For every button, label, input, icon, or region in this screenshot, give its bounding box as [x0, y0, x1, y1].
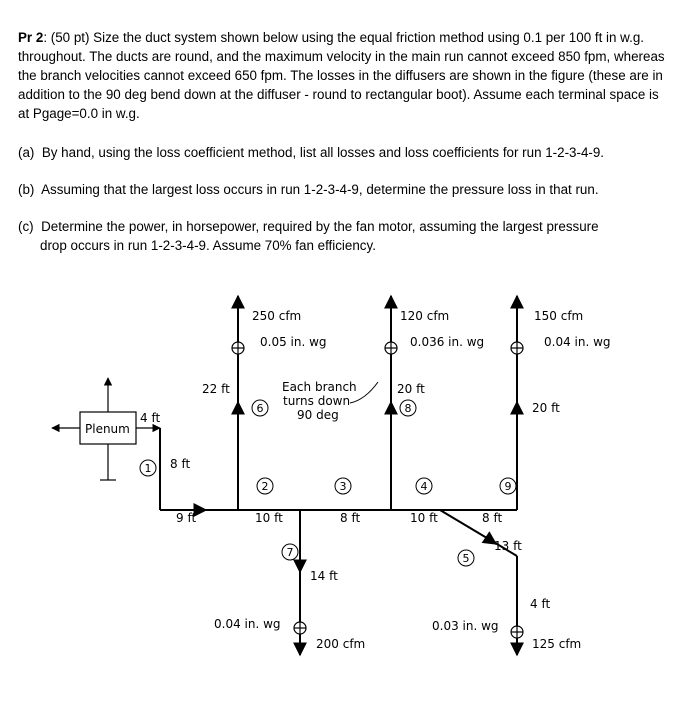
outlet6-loss: 0.05 in. wg [260, 335, 327, 349]
outlet8-flow: 120 cfm [400, 309, 450, 323]
len-branch5b: 4 ft [530, 597, 551, 611]
len-branch8: 20 ft [397, 382, 425, 396]
plenum-label: Plenum [85, 422, 130, 436]
note-line2: turns down [283, 394, 351, 408]
part-c-label: (c) [18, 219, 34, 234]
len-branch6: 22 ft [202, 382, 230, 396]
len-branch7: 14 ft [310, 569, 338, 583]
len-branch5a: 13 ft [494, 539, 522, 553]
note-line3: 90 deg [297, 408, 339, 422]
outlet7-flow: 200 cfm [316, 637, 366, 651]
node-9-label: 9 [504, 480, 512, 493]
outlet9-loss: 0.04 in. wg [544, 335, 611, 349]
problem-text: : (50 pt) Size the duct system shown below using the equal friction method using 0.1 per 100 ft in w.g. throughout. The ducts are round, and the maximum velocity in the main run cannot exceed 850 fpm, whereas the branch velocities cannot exceed 650 fpm. The losses in the diffusers are shown in the figure (these are in addition to the 90 deg bend down at the diffuser - round to rectangular boot). Assume each terminal space is at Pgage=0.0 in w.g. [18, 30, 665, 121]
node-4-label: 4 [420, 480, 428, 493]
outlet6-flow: 250 cfm [252, 309, 302, 323]
part-a-text: By hand, using the loss coefficient method, list all losses and loss coefficients for run 1-2-3-4-9. [41, 145, 605, 160]
part-a-label: (a) [18, 145, 35, 160]
diffuser-9-icon [511, 342, 523, 354]
diffuser-5-icon [511, 626, 523, 638]
node-2-label: 2 [261, 480, 269, 493]
problem-label: Pr 2 [18, 30, 44, 45]
outlet5-flow: 125 cfm [532, 637, 582, 651]
part-c-text-line2: drop occurs in run 1-2-3-4-9. Assume 70% fan efficiency. [40, 238, 376, 253]
outlet5-loss: 0.03 in. wg [432, 619, 499, 633]
len-main3: 8 ft [340, 511, 361, 525]
outlet8-loss: 0.036 in. wg [410, 335, 485, 349]
len-plenum-right: 4 ft [140, 411, 161, 425]
len-main5: 8 ft [482, 511, 503, 525]
part-b-text: Assuming that the largest loss occurs in run 1-2-3-4-9, determine the pressure loss in that run. [41, 182, 599, 197]
note-line1: Each branch [282, 380, 357, 394]
len-riser: 8 ft [170, 457, 191, 471]
node-8-label: 8 [404, 402, 412, 415]
node-7-label: 7 [286, 546, 294, 559]
part-b-label: (b) [18, 182, 35, 197]
node-5-label: 5 [462, 552, 470, 565]
node-1-label: 1 [144, 462, 152, 475]
part-c-text-line1: Determine the power, in horsepower, required by the fan motor, assuming the largest pressure [41, 219, 599, 234]
node-3-label: 3 [339, 480, 347, 493]
len-main4: 10 ft [410, 511, 438, 525]
outlet7-loss: 0.04 in. wg [214, 617, 281, 631]
diffuser-6-icon [232, 342, 244, 354]
len-branch9: 20 ft [532, 401, 560, 415]
len-main1: 9 ft [176, 511, 197, 525]
outlet9-flow: 150 cfm [534, 309, 584, 323]
len-main2: 10 ft [255, 511, 283, 525]
diffuser-8-icon [385, 342, 397, 354]
node-6-label: 6 [256, 402, 264, 415]
diffuser-7-icon [294, 622, 306, 634]
